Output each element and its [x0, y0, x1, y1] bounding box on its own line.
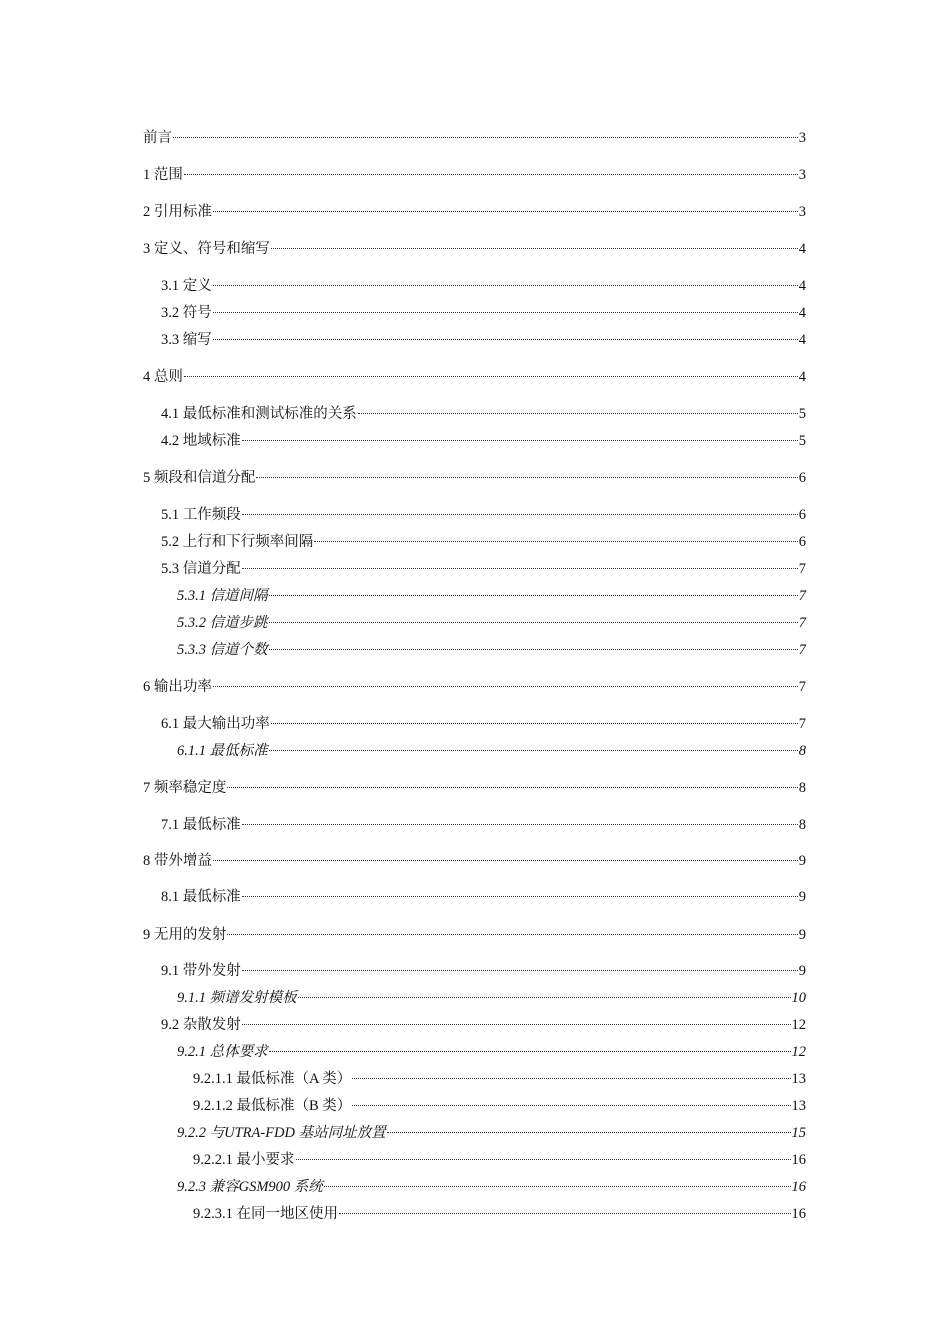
toc-entry-title: 5.2 上行和下行频率间隔: [161, 534, 314, 550]
toc-entry-title: 5.1 工作频段: [161, 507, 241, 523]
dot-leader: [242, 824, 798, 825]
toc-entry[interactable]: [143, 239, 806, 259]
toc-entry[interactable]: [161, 404, 806, 424]
toc-entry-title: 7 频率稳定度: [143, 780, 227, 796]
toc-entry[interactable]: [161, 330, 806, 350]
toc-entry[interactable]: [177, 1042, 806, 1062]
toc-entry[interactable]: [161, 276, 806, 296]
toc-entry[interactable]: [161, 961, 806, 981]
toc-entry[interactable]: [177, 1123, 806, 1143]
toc-entry-title: 2 引用标准: [143, 204, 212, 220]
toc-entry-title: 6.1.1 最低标准: [177, 743, 268, 759]
dot-leader: [184, 174, 798, 175]
toc-entry-page: 4: [798, 305, 806, 321]
toc-entry-page: 5: [798, 433, 806, 449]
dot-leader: [213, 285, 798, 286]
toc-entry[interactable]: [193, 1150, 806, 1170]
toc-entry-title: 前言: [143, 130, 172, 146]
dot-leader: [269, 649, 798, 650]
toc-entry-page: 4: [798, 369, 806, 385]
toc-entry-page: 4: [798, 278, 806, 294]
toc-entry-page: 8: [798, 780, 806, 796]
toc-entry[interactable]: [177, 988, 806, 1008]
toc-entry-page: 3: [798, 167, 806, 183]
toc-entry[interactable]: [177, 741, 806, 761]
toc-entry-title: 9.2.1.2 最低标准（B 类）: [193, 1098, 352, 1114]
toc-entry[interactable]: [143, 128, 806, 148]
toc-entry-title: 9.2.1 总体要求: [177, 1044, 268, 1060]
toc-entry[interactable]: [143, 468, 806, 488]
toc-entry-title: 9.2.3 兼容GSM900 系统: [177, 1179, 323, 1195]
toc-entry-page: 12: [791, 1044, 806, 1060]
toc-entry-page: 9: [798, 963, 806, 979]
toc-entry-title: 6 输出功率: [143, 679, 212, 695]
dot-leader: [314, 541, 798, 542]
toc-entry[interactable]: [143, 677, 806, 697]
dot-leader: [242, 514, 798, 515]
dot-leader: [213, 312, 798, 313]
toc-entry-page: 6: [798, 470, 806, 486]
dot-leader: [184, 376, 798, 377]
dot-leader: [227, 787, 797, 788]
dot-leader: [271, 723, 798, 724]
dot-leader: [213, 686, 798, 687]
dot-leader: [213, 339, 798, 340]
dot-leader: [242, 440, 798, 441]
toc-entry-title: 9.1 带外发射: [161, 963, 241, 979]
toc-entry[interactable]: [143, 778, 806, 798]
toc-entry[interactable]: [143, 202, 806, 222]
toc-entry-page: 6: [798, 507, 806, 523]
dot-leader: [296, 1159, 791, 1160]
dot-leader: [242, 568, 798, 569]
toc-entry-title: 5.3.2 信道步跳: [177, 615, 268, 631]
toc-entry-page: 3: [798, 204, 806, 220]
dot-leader: [269, 1051, 791, 1052]
dot-leader: [269, 750, 798, 751]
dot-leader: [352, 1105, 790, 1106]
dot-leader: [213, 860, 798, 861]
toc-entry-title: 5 频段和信道分配: [143, 470, 256, 486]
toc-entry-page: 7: [798, 679, 806, 695]
toc-entry-title: 5.3.3 信道个数: [177, 642, 268, 658]
dot-leader: [242, 1024, 791, 1025]
toc-entry[interactable]: [161, 559, 806, 579]
toc-entry-page: 8: [798, 817, 806, 833]
toc-entry-title: 3 定义、符号和缩写: [143, 241, 270, 257]
toc-entry[interactable]: [161, 815, 806, 835]
toc-entry-title: 8.1 最低标准: [161, 889, 241, 905]
toc-entry-page: 16: [791, 1179, 806, 1195]
toc-entry[interactable]: [193, 1204, 806, 1224]
dot-leader: [173, 137, 798, 138]
dot-leader: [298, 997, 791, 998]
toc-entry-page: 4: [798, 241, 806, 257]
toc-entry-page: 15: [791, 1125, 806, 1141]
toc-entry-title: 4.1 最低标准和测试标准的关系: [161, 406, 357, 422]
dot-leader: [358, 413, 798, 414]
dot-leader: [242, 896, 798, 897]
toc-entry-page: 9: [798, 927, 806, 943]
toc-entry-title: 3.1 定义: [161, 278, 212, 294]
dot-leader: [269, 622, 798, 623]
dot-leader: [242, 970, 798, 971]
toc-entry[interactable]: [161, 1015, 806, 1035]
toc-entry-title: 5.3.1 信道间隔: [177, 588, 268, 604]
toc-entry[interactable]: [161, 431, 806, 451]
toc-entry-page: 16: [791, 1152, 806, 1168]
dot-leader: [339, 1213, 791, 1214]
toc-entry-title: 9.2.3.1 在同一地区使用: [193, 1206, 338, 1222]
toc-entry[interactable]: [193, 1069, 806, 1089]
dot-leader: [269, 595, 798, 596]
toc-entry-page: 7: [798, 561, 806, 577]
toc-entry-title: 8 带外增益: [143, 853, 212, 869]
toc-entry[interactable]: [177, 640, 806, 660]
dot-leader: [256, 477, 797, 478]
toc-entry-page: 16: [791, 1206, 806, 1222]
toc-entry-title: 9.2 杂散发射: [161, 1017, 241, 1033]
toc-entry-title: 3.2 符号: [161, 305, 212, 321]
dot-leader: [227, 934, 797, 935]
toc-entry-page: 7: [798, 615, 806, 631]
toc-entry-page: 7: [798, 588, 806, 604]
toc-entry-page: 4: [798, 332, 806, 348]
toc-entry-page: 3: [798, 130, 806, 146]
toc-entry-page: 12: [791, 1017, 806, 1033]
toc-entry-title: 4.2 地域标准: [161, 433, 241, 449]
toc-entry-title: 9.2.2.1 最小要求: [193, 1152, 295, 1168]
toc-entry-page: 13: [791, 1098, 806, 1114]
dot-leader: [213, 211, 798, 212]
toc-entry-page: 6: [798, 534, 806, 550]
toc-entry-title: 6.1 最大输出功率: [161, 716, 270, 732]
toc-entry[interactable]: [193, 1096, 806, 1116]
toc-entry-page: 7: [798, 716, 806, 732]
toc-entry-page: 10: [791, 990, 806, 1006]
toc-entry-title: 4 总则: [143, 369, 183, 385]
toc-entry-page: 9: [798, 889, 806, 905]
toc-entry[interactable]: [161, 505, 806, 525]
toc-entry-page: 7: [798, 642, 806, 658]
dot-leader: [387, 1132, 791, 1133]
toc-entry[interactable]: [161, 532, 806, 552]
toc-entry-title: 9.1.1 频谱发射模板: [177, 990, 297, 1006]
toc-entry-title: 9.2.1.1 最低标准（A 类）: [193, 1071, 352, 1087]
toc-entry[interactable]: [177, 1177, 806, 1197]
toc-entry-title: 1 范围: [143, 167, 183, 183]
toc-entry-title: 9.2.2 与UTRA-FDD 基站同址放置: [177, 1125, 386, 1141]
dot-leader: [324, 1186, 791, 1187]
dot-leader: [352, 1078, 790, 1079]
toc-entry-page: 8: [798, 743, 806, 759]
toc-entry-page: 9: [798, 853, 806, 869]
toc-entry[interactable]: [177, 586, 806, 606]
toc-entry[interactable]: [143, 925, 806, 945]
toc-entry[interactable]: [143, 367, 806, 387]
toc-entry-title: 9 无用的发射: [143, 927, 227, 943]
toc-entry-page: 13: [791, 1071, 806, 1087]
toc-entry-title: 5.3 信道分配: [161, 561, 241, 577]
toc-entry[interactable]: [161, 714, 806, 734]
toc-entry-page: 5: [798, 406, 806, 422]
toc-entry[interactable]: [143, 165, 806, 185]
toc-entry-title: 7.1 最低标准: [161, 817, 241, 833]
toc-entry[interactable]: [161, 303, 806, 323]
toc-entry-title: 3.3 缩写: [161, 332, 212, 348]
toc-entry[interactable]: [143, 851, 806, 871]
toc-entry[interactable]: [177, 613, 806, 633]
toc-entry[interactable]: [161, 887, 806, 907]
dot-leader: [271, 248, 798, 249]
